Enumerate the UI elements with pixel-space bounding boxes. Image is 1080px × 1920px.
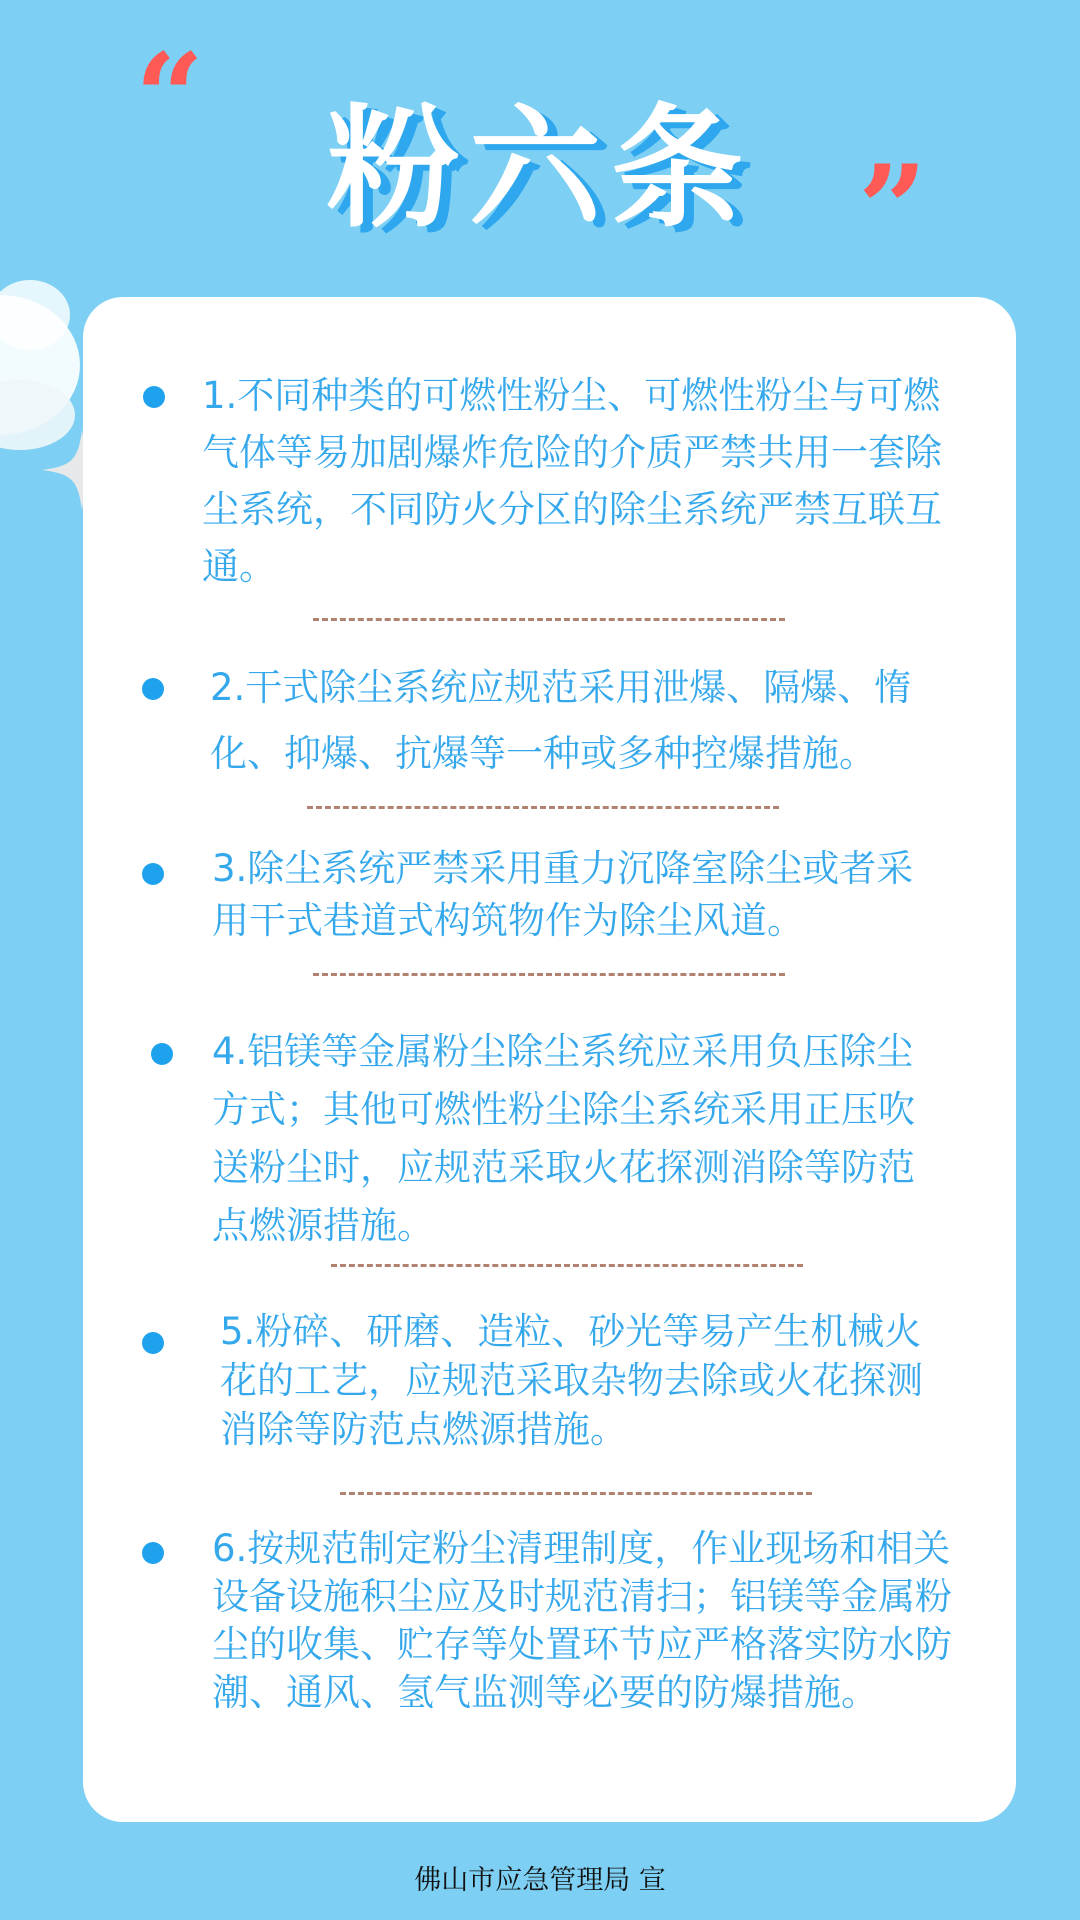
bullet-dot: [142, 863, 164, 885]
item-text: 4.铝镁等金属粉尘除尘系统应采用负压除尘方式；其他可燃性粉尘除尘系统采用正压吹送粉尘时，应规范采取火花探测消除等防范点燃源措施。: [212, 1030, 915, 1247]
close-quote-mark: ”: [858, 139, 928, 280]
list-item: [212, 1525, 965, 1717]
list-item: [212, 843, 934, 947]
bullet-dot: [142, 1332, 164, 1354]
list-item: [220, 1307, 930, 1454]
open-quote-mark: “: [135, 27, 205, 168]
bullet-dot: [142, 678, 164, 700]
divider: [313, 618, 785, 621]
divider: [340, 1492, 812, 1495]
divider: [313, 973, 785, 976]
item-text: 1.不同种类的可燃性粉尘、可燃性粉尘与可燃气体等易加剧爆炸危险的介质严禁共用一套除尘系统，不同防火分区的除尘系统严禁互联互通。: [202, 374, 942, 588]
divider: [307, 806, 779, 809]
item-text: 2.干式除尘系统应规范采用泄爆、隔爆、惰化、抑爆、抗爆等一种或多种控爆措施。: [210, 666, 912, 775]
bullet-dot: [151, 1043, 173, 1065]
item-text: 3.除尘系统严禁采用重力沉降室除尘或者采用干式巷道式构筑物作为除尘风道。: [212, 847, 914, 942]
list-item: [210, 655, 985, 787]
item-text: 5.粉碎、研磨、造粒、砂光等易产生机械火花的工艺，应规范采取杂物去除或火花探测消除等防范点燃源措施。: [220, 1310, 923, 1451]
list-item: [202, 367, 967, 595]
divider: [331, 1264, 803, 1267]
bullet-dot: [143, 386, 165, 408]
bullet-dot: [142, 1542, 164, 1564]
footer-credit: 佛山市应急管理局 宣: [414, 1865, 666, 1896]
page-title: 粉六条: [327, 92, 753, 246]
list-item: [212, 1023, 939, 1255]
item-text: 6.按规范制定粉尘清理制度，作业现场和相关设备设施积尘应及时规范清扫；铝镁等金属粉尘的收集、贮存等处置环节应严格落实防水防潮、通风、氢气监测等必要的防爆措施。: [212, 1527, 952, 1714]
